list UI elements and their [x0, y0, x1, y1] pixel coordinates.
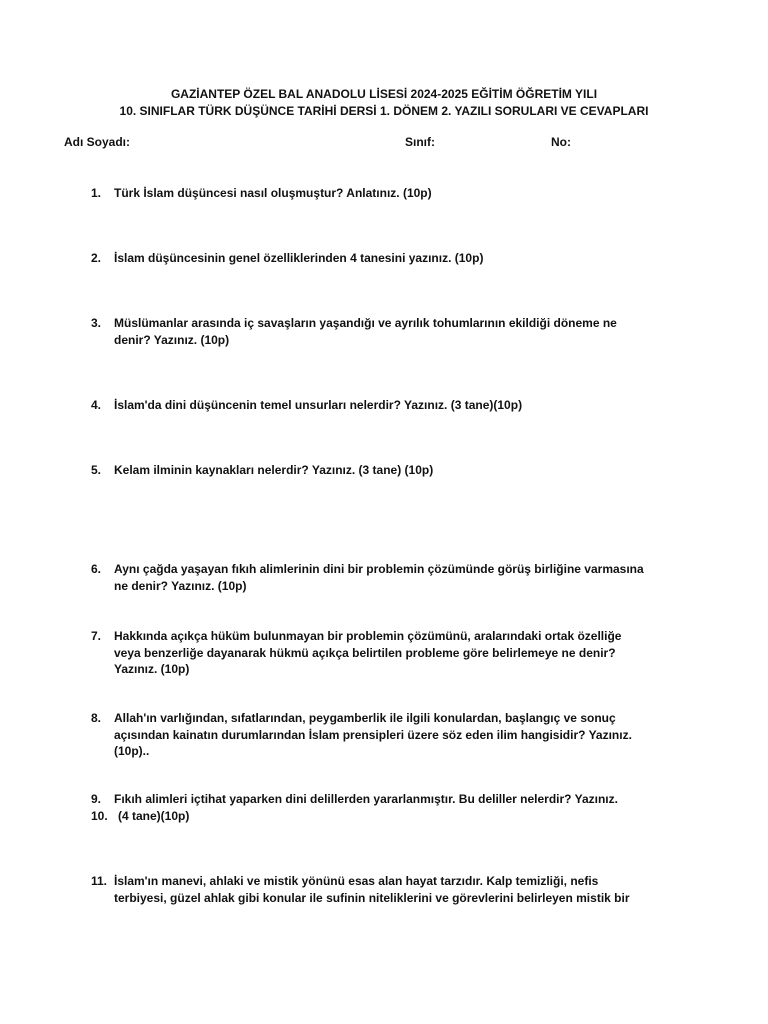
exam-title: 10. SINIFLAR TÜRK DÜŞÜNCE TARİHİ DERSİ 1. DÖNEM 2. YAZILI SORULARI VE CEVAPLARI — [119, 104, 649, 118]
number-label: No: — [551, 135, 571, 149]
question-text: Türk İslam düşüncesi nasıl oluşmuştur? Anlatınız. (10p) — [114, 186, 432, 200]
question-text: Allah'ın varlığından, sıfatlarından, peygamberlik ile ilgili konulardan, başlangıç ve sonuç açısından kainatın durumlarından İslam prensipleri üzere söz eden ilim hangisidir? Yazınız. (10p).. — [114, 711, 632, 758]
question-number: 8. — [91, 711, 102, 725]
question-number: 10. — [91, 809, 108, 823]
question-number: 4. — [91, 398, 102, 412]
question-number: 5. — [91, 463, 102, 477]
question-text: İslam'da dini düşüncenin temel unsurları nelerdir? Yazınız. (3 tane)(10p) — [114, 398, 523, 412]
class-label: Sınıf: — [405, 135, 435, 149]
name-label: Adı Soyadı: — [64, 135, 131, 149]
question-number: 3. — [91, 316, 102, 330]
question-number: 11. — [91, 874, 108, 888]
question-number: 7. — [91, 629, 102, 643]
question-text: Fıkıh alimleri içtihat yaparken dini delillerden yararlanmıştır. Bu deliller nelerdir? Yazınız. — [114, 792, 618, 806]
question-text: (4 tane)(10p) — [118, 809, 190, 823]
school-title: GAZİANTEP ÖZEL BAL ANADOLU LİSESİ 2024-2025 EĞİTİM ÖĞRETİM YILI — [170, 87, 598, 101]
question-number: 2. — [91, 251, 102, 265]
question-text: İslam'ın manevi, ahlaki ve mistik yönünü esas alan hayat tarzıdır. Kalp temizliği, nefis terbiyesi, güzel ahlak gibi konular ile sufinin niteliklerini ve görevlerini belirleyen mistik bir — [114, 874, 630, 905]
question-number: 1. — [91, 186, 102, 200]
question-text: Hakkında açıkça hüküm bulunmayan bir problemin çözümünü, aralarındaki ortak özelliğe veya benzerliğe dayanarak hükmü açıkça belirtilen probleme göre belirlemeye ne denir? Yazınız. (10p) — [114, 629, 622, 676]
question-text: İslam düşüncesinin genel özelliklerinden 4 tanesini yazınız. (10p) — [114, 251, 484, 265]
question-text: Kelam ilminin kaynakları nelerdir? Yazınız. (3 tane) (10p) — [114, 463, 434, 477]
question-number: 6. — [91, 562, 102, 576]
question-text: Müslümanlar arasında iç savaşların yaşandığı ve ayrılık tohumlarının ekildiği döneme ne denir? Yazınız. (10p) — [114, 316, 617, 347]
question-text: Aynı çağda yaşayan fıkıh alimlerinin dini bir problemin çözümünde görüş birliğine varmasına ne denir? Yazınız. (10p) — [114, 562, 644, 593]
question-number: 9. — [91, 792, 102, 806]
